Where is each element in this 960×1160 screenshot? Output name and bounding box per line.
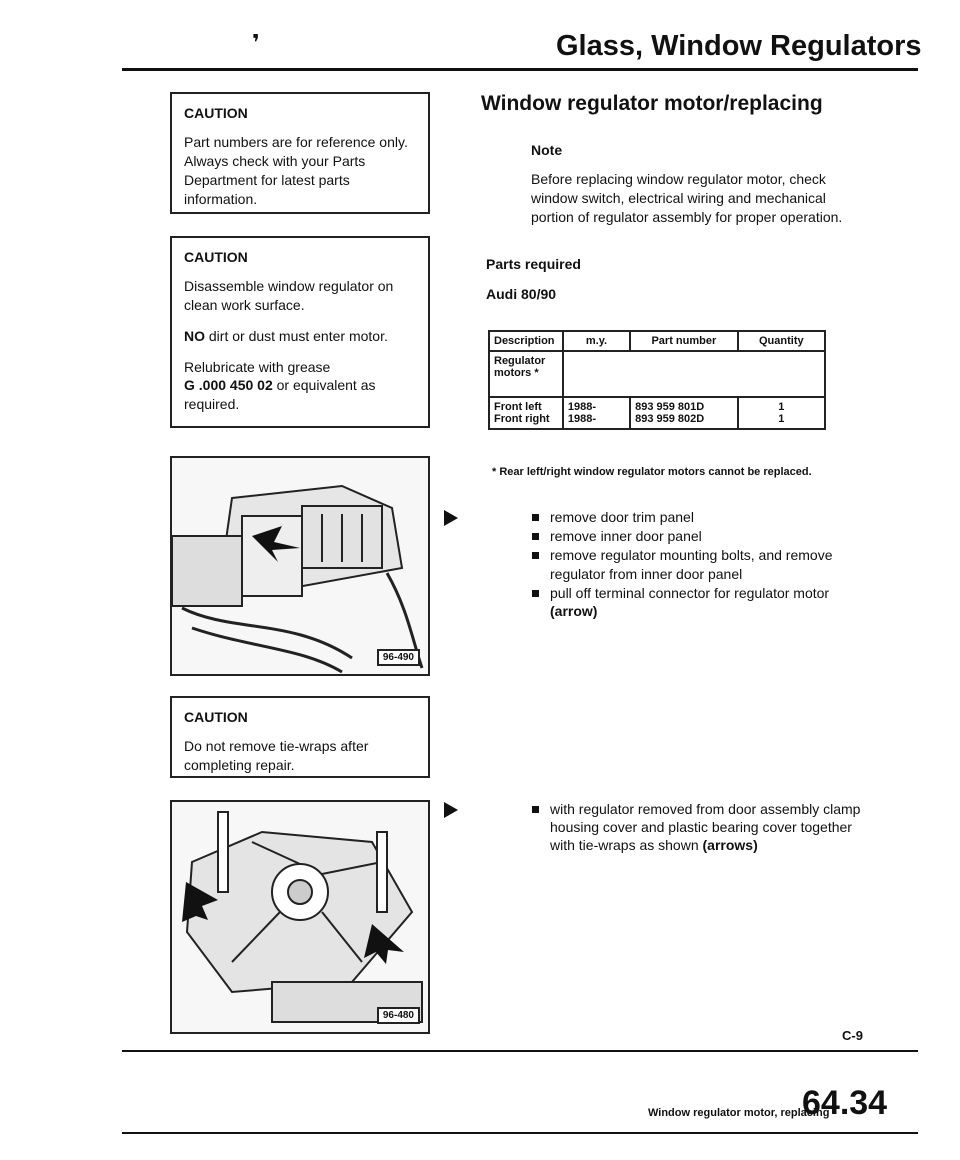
table-cell (563, 351, 825, 397)
table-cell: 893 959 801D 893 959 802D (630, 397, 738, 429)
note-text: Before replacing window regulator motor, check window switch, electrical wiring and mechanical portion of regulator assembly for proper operation. (531, 171, 843, 225)
model-heading: Audi 80/90 (486, 286, 557, 302)
step-pointer-arrow-icon (444, 510, 458, 526)
regulator-motor-illustration (172, 802, 428, 1032)
figure-label: 96-480 (377, 1007, 420, 1024)
page-header-title: Glass, Window Regulators (556, 30, 922, 62)
footer-section-name: Window regulator motor, replacing (648, 1107, 830, 1119)
list-item: remove door trim panel (530, 508, 860, 526)
caution-text: Disassemble window regulator on clean work surface. (184, 277, 394, 313)
list-item: remove inner door panel (530, 527, 860, 545)
table-header-cell: m.y. (563, 331, 630, 351)
footer-rule (122, 1050, 918, 1052)
table-header-row (489, 331, 825, 351)
parts-table (488, 330, 826, 430)
connector-illustration (172, 458, 428, 674)
figure-label: 96-490 (377, 649, 420, 666)
figure-regulator-motor (170, 800, 430, 1034)
table-cell: Front left Front right (489, 397, 563, 429)
table-cell: 1988- 1988- (563, 397, 630, 429)
parts-required-heading: Parts required (486, 256, 581, 272)
footer-rule-bottom (122, 1132, 918, 1134)
table-cell: Regulator motors * (489, 351, 563, 397)
section-title: Window regulator motor/replacing (481, 92, 823, 115)
caution-title: CAUTION (184, 105, 248, 121)
note-label: Note (531, 142, 563, 158)
list-item: pull off terminal connector for regulator motor (arrow) (530, 584, 860, 620)
procedure-steps-tie-wraps (530, 800, 870, 856)
table-header-cell: Part number (630, 331, 738, 351)
list-item: remove regulator mounting bolts, and remove regulator from inner door panel (530, 546, 860, 582)
caution-text: Relubricate with grease G .000 450 02 or equivalent as required. (184, 358, 376, 413)
caution-box-disassemble (170, 236, 430, 428)
header-rule (122, 68, 918, 71)
caution-title: CAUTION (184, 709, 248, 725)
caution-text: Part numbers are for reference only. Always check with your Parts Department for latest parts information. (184, 133, 408, 207)
caution-box-tie-wraps (170, 696, 430, 778)
table-group-row (489, 351, 825, 397)
procedure-steps-remove (530, 508, 860, 621)
step-pointer-arrow-icon (444, 802, 458, 818)
figure-terminal-connector (170, 456, 430, 676)
caution-text: Do not remove tie-wraps after completing repair. (184, 737, 369, 773)
footer-page-number: 64.34 (802, 1084, 888, 1122)
caution-text: NO dirt or dust must enter motor. (184, 327, 388, 344)
corner-mark: ❜ (252, 30, 260, 55)
table-cell: 1 1 (738, 397, 825, 429)
caution-box-part-numbers (170, 92, 430, 214)
table-footnote: * Rear left/right window regulator motors cannot be replaced. (492, 466, 812, 478)
table-row (489, 397, 825, 429)
table-header-cell: Quantity (738, 331, 825, 351)
caution-title: CAUTION (184, 249, 248, 265)
list-item: with regulator removed from door assembly clamp housing cover and plastic bearing cover together with tie-wraps as shown (arrows) (530, 800, 870, 855)
page-code: C-9 (842, 1028, 863, 1043)
table-header-cell: Description (489, 331, 563, 351)
